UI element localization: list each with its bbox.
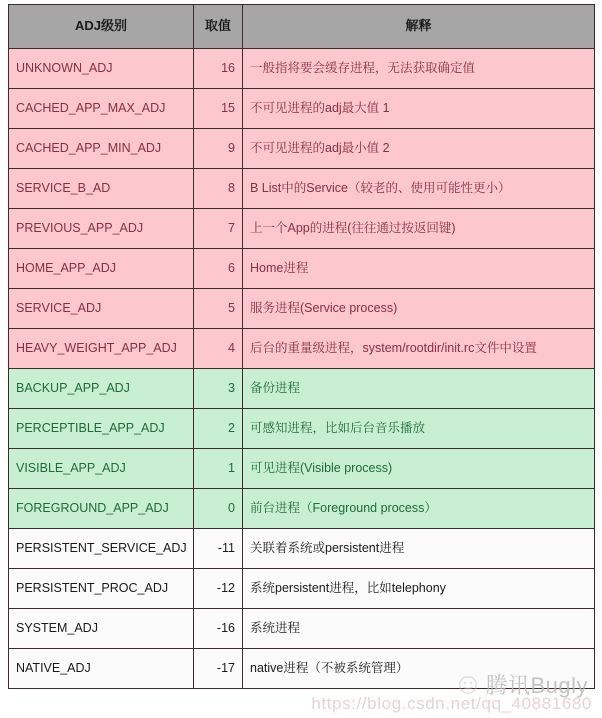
table-row bbox=[9, 369, 595, 409]
header-row bbox=[9, 5, 595, 49]
cell-explanation: 关联着系统或persistent进程 bbox=[243, 529, 595, 569]
cell-explanation: B List中的Service（较老的、使用可能性更小） bbox=[243, 169, 595, 209]
cell-adj-level: HOME_APP_ADJ bbox=[9, 249, 194, 289]
cell-adj-level: NATIVE_ADJ bbox=[9, 649, 194, 689]
table-row bbox=[9, 289, 595, 329]
adj-level-table bbox=[8, 4, 595, 689]
table-row bbox=[9, 249, 595, 289]
cell-explanation: 服务进程(Service process) bbox=[243, 289, 595, 329]
cell-explanation: 上一个App的进程(往往通过按返回键) bbox=[243, 209, 595, 249]
cell-value: 8 bbox=[194, 169, 243, 209]
cell-explanation: 系统进程 bbox=[243, 609, 595, 649]
cell-value: 16 bbox=[194, 49, 243, 89]
cell-adj-level: PREVIOUS_APP_ADJ bbox=[9, 209, 194, 249]
cell-value: 3 bbox=[194, 369, 243, 409]
cell-adj-level: FOREGROUND_APP_ADJ bbox=[9, 489, 194, 529]
table-row bbox=[9, 449, 595, 489]
cell-value: 1 bbox=[194, 449, 243, 489]
cell-explanation: 不可见进程的adj最小值 2 bbox=[243, 129, 595, 169]
cell-adj-level: PERCEPTIBLE_APP_ADJ bbox=[9, 409, 194, 449]
column-header-adj-level: ADJ级别 bbox=[9, 5, 194, 49]
adj-table-container bbox=[8, 4, 594, 714]
table-row bbox=[9, 409, 595, 449]
cell-value: -17 bbox=[194, 649, 243, 689]
cell-adj-level: SYSTEM_ADJ bbox=[9, 609, 194, 649]
cell-value: 2 bbox=[194, 409, 243, 449]
cell-adj-level: VISIBLE_APP_ADJ bbox=[9, 449, 194, 489]
cell-value: -16 bbox=[194, 609, 243, 649]
cell-adj-level: SERVICE_B_AD bbox=[9, 169, 194, 209]
table-row bbox=[9, 649, 595, 689]
cell-adj-level: CACHED_APP_MAX_ADJ bbox=[9, 89, 194, 129]
cell-explanation: Home进程 bbox=[243, 249, 595, 289]
cell-value: 6 bbox=[194, 249, 243, 289]
table-row bbox=[9, 89, 595, 129]
watermark-url: https://blog.csdn.net/qq_40881680 bbox=[311, 694, 592, 713]
cell-explanation: 可见进程(Visible process) bbox=[243, 449, 595, 489]
column-header-explanation: 解释 bbox=[243, 5, 595, 49]
cell-explanation: 不可见进程的adj最大值 1 bbox=[243, 89, 595, 129]
table-row bbox=[9, 609, 595, 649]
column-header-value: 取值 bbox=[194, 5, 243, 49]
cell-explanation: 前台进程（Foreground process） bbox=[243, 489, 595, 529]
cell-value: 9 bbox=[194, 129, 243, 169]
cell-explanation: 后台的重量级进程，system/rootdir/init.rc文件中设置 bbox=[243, 329, 595, 369]
table-header bbox=[9, 5, 595, 49]
cell-value: 5 bbox=[194, 289, 243, 329]
cell-adj-level: PERSISTENT_PROC_ADJ bbox=[9, 569, 194, 609]
cell-adj-level: PERSISTENT_SERVICE_ADJ bbox=[9, 529, 194, 569]
cell-value: -11 bbox=[194, 529, 243, 569]
cell-explanation: 备份进程 bbox=[243, 369, 595, 409]
cell-adj-level: CACHED_APP_MIN_ADJ bbox=[9, 129, 194, 169]
cell-explanation: 可感知进程，比如后台音乐播放 bbox=[243, 409, 595, 449]
table-row bbox=[9, 49, 595, 89]
table-row bbox=[9, 489, 595, 529]
table-row bbox=[9, 169, 595, 209]
cell-value: 0 bbox=[194, 489, 243, 529]
cell-value: 4 bbox=[194, 329, 243, 369]
cell-explanation: native进程（不被系统管理） bbox=[243, 649, 595, 689]
table-row bbox=[9, 569, 595, 609]
cell-explanation: 系统persistent进程，比如telephony bbox=[243, 569, 595, 609]
table-body bbox=[9, 49, 595, 689]
cell-value: 7 bbox=[194, 209, 243, 249]
cell-adj-level: UNKNOWN_ADJ bbox=[9, 49, 194, 89]
table-row bbox=[9, 129, 595, 169]
cell-adj-level: BACKUP_APP_ADJ bbox=[9, 369, 194, 409]
cell-adj-level: SERVICE_ADJ bbox=[9, 289, 194, 329]
cell-value: -12 bbox=[194, 569, 243, 609]
watermark-brand-text: 腾讯Bugly bbox=[485, 673, 588, 698]
cell-adj-level: HEAVY_WEIGHT_APP_ADJ bbox=[9, 329, 194, 369]
table-row bbox=[9, 329, 595, 369]
table-row bbox=[9, 529, 595, 569]
cell-value: 15 bbox=[194, 89, 243, 129]
table-row bbox=[9, 209, 595, 249]
cell-explanation: 一般指将要会缓存进程，无法获取确定值 bbox=[243, 49, 595, 89]
